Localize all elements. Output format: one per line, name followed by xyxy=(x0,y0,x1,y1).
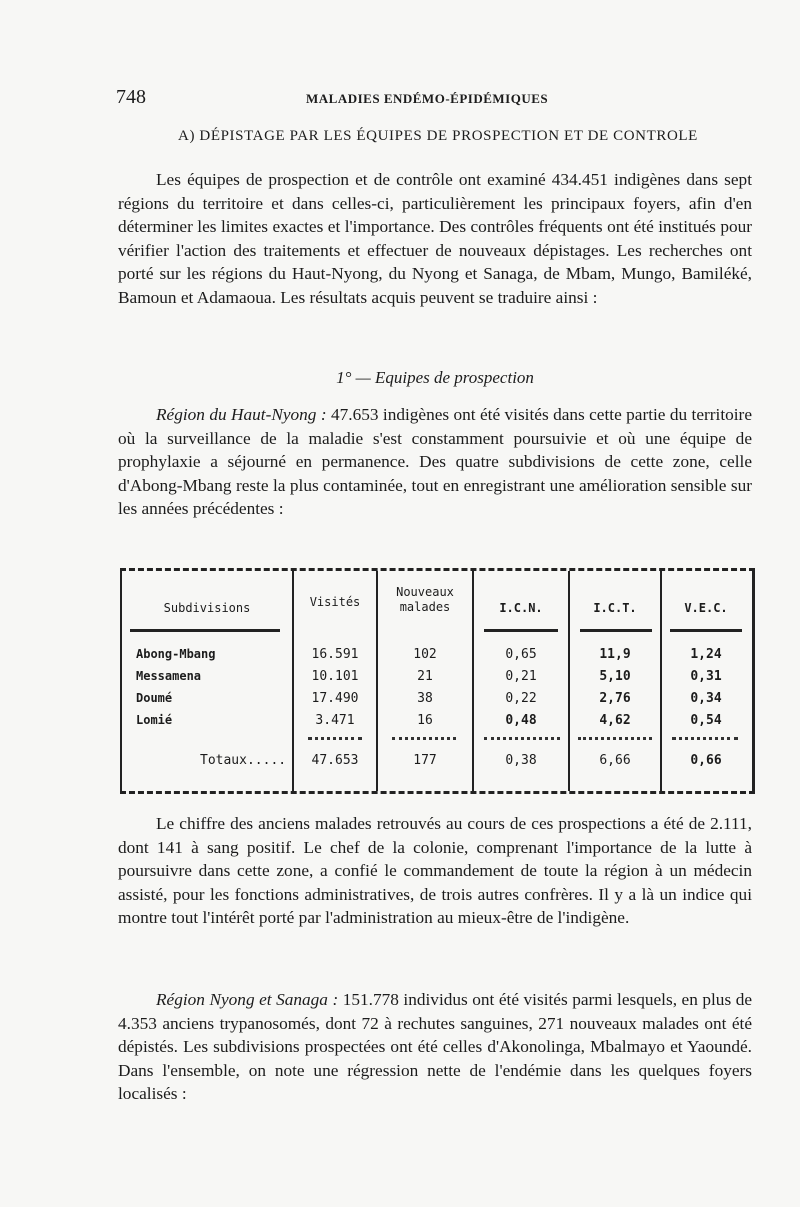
haut-nyong-label: Région du Haut-Nyong : xyxy=(156,405,327,424)
row-name: Doumé xyxy=(136,691,173,705)
row-nouveaux: 38 xyxy=(417,691,433,706)
header-subdivisions: Subdivisions xyxy=(163,601,251,615)
row-visites: 10.101 xyxy=(311,669,359,684)
haut-nyong-paragraph xyxy=(118,403,752,521)
row-ict: 4,62 xyxy=(599,713,631,728)
header-rule xyxy=(130,629,280,632)
row-nouveaux: 102 xyxy=(413,647,437,662)
intro-paragraph: Les équipes de prospection et de contrôle ont examiné 434.451 indigènes dans sept régions du territoire et dans celles-ci, particulièrement les principaux foyers, afin d'en déterminer les limites exactes et l'importance. Des contrôles fréquents ont été institués pour vérifier l'action des traitements et effectuer de nouveaux dépistages. Les recherches ont porté sur les régions du Haut-Nyong, du Nyong et Sanaga, de Mbam, Mungo, Bamiléké, Bamoun et Adamaoua. Les résultats acquis peuvent se traduire ainsi : xyxy=(118,170,752,307)
subtotal-rule xyxy=(484,737,560,740)
running-title: MALADIES ENDÉMO-ÉPIDÉMIQUES xyxy=(306,91,549,106)
totals-nouveaux: 177 xyxy=(413,753,437,768)
row-ict: 5,10 xyxy=(599,669,631,684)
header-nouveaux-line1: Nouveaux xyxy=(396,585,454,599)
row-vec: 0,54 xyxy=(690,713,722,728)
header-visites: Visités xyxy=(309,595,361,609)
row-visites: 17.490 xyxy=(311,691,359,706)
header-ict: I.C.T. xyxy=(593,601,637,615)
row-vec: 0,31 xyxy=(690,669,722,684)
row-name: Messamena xyxy=(136,669,202,683)
subheading-equipes: 1° — Equipes de prospection xyxy=(336,368,534,387)
row-icn: 0,48 xyxy=(505,713,537,728)
totals-vec: 0,66 xyxy=(690,753,722,768)
row-nouveaux: 16 xyxy=(417,713,433,728)
header-icn: I.C.N. xyxy=(499,601,543,615)
totals-visites: 47.653 xyxy=(311,753,359,768)
row-name: Lomié xyxy=(136,713,173,727)
row-visites: 3.471 xyxy=(315,713,355,728)
row-icn: 0,21 xyxy=(505,669,537,684)
nyong-label: Région Nyong et Sanaga : xyxy=(156,990,339,1009)
row-icn: 0,22 xyxy=(505,691,537,706)
totals-icn: 0,38 xyxy=(505,753,537,768)
subtotal-rule xyxy=(578,737,652,740)
row-ict: 11,9 xyxy=(599,647,631,662)
row-nouveaux: 21 xyxy=(417,669,433,684)
page-header xyxy=(116,86,752,112)
row-vec: 0,34 xyxy=(690,691,722,706)
subtotal-rule xyxy=(672,737,738,740)
subtotal-rule xyxy=(392,737,456,740)
results-table xyxy=(120,568,755,794)
nyong-paragraph xyxy=(118,988,752,1106)
totals-label: Totaux..... xyxy=(200,753,287,768)
page-number: 748 xyxy=(116,86,146,108)
row-vec: 1,24 xyxy=(690,647,722,662)
header-rule xyxy=(670,629,742,632)
header-rule xyxy=(484,629,558,632)
totals-ict: 6,66 xyxy=(599,753,631,768)
row-ict: 2,76 xyxy=(599,691,631,706)
section-heading: A) DÉPISTAGE PAR LES ÉQUIPES DE PROSPECTION ET DE CONTROLE xyxy=(178,128,698,144)
nyong-text: 151.778 individus ont été visités parmi lesquels, en plus de 4.353 anciens trypanosomés, dont 72 à rechutes sanguines, 271 nouveaux malades ont été dépistés. Les subdivisions prospectées ont été celles d'Akonolinga, Mbalmayo et Yaoundé. Dans l'ensemble, on note une régression nette de l'endémie dans les quelques foyers localisés : xyxy=(118,990,753,1103)
row-icn: 0,65 xyxy=(505,647,537,662)
row-visites: 16.591 xyxy=(311,647,359,662)
haut-nyong-text: 47.653 indigènes ont été visités dans cette partie du territoire où la surveillance de la maladie s'est constamment poursuivie et où une équipe de prophylaxie a séjourné en permanence. Des quatre subdivisions de cette zone, celle d'Abong-Mbang reste la plus contaminée, tout en enregistrant une amélioration sensible sur les années précédentes : xyxy=(118,405,752,518)
row-name: Abong-Mbang xyxy=(136,647,216,661)
subtotal-rule xyxy=(308,737,362,740)
anciens-paragraph: Le chiffre des anciens malades retrouvés au cours de ces prospections a été de 2.111, dont 141 à sang positif. Le chef de la colonie, comprenant l'importance de la lutte à poursuivre dans cette zone, a confié le commandement de toute la région à un médecin assisté, pour les fonctions administratives, de trois autres confrères. Il y a là un indice qui montre tout l'intérêt porté par l'administration au mieux-être de l'indigène. xyxy=(118,814,752,927)
header-vec: V.E.C. xyxy=(684,601,728,615)
header-rule xyxy=(580,629,652,632)
header-nouveaux-line2: malades xyxy=(399,600,451,614)
